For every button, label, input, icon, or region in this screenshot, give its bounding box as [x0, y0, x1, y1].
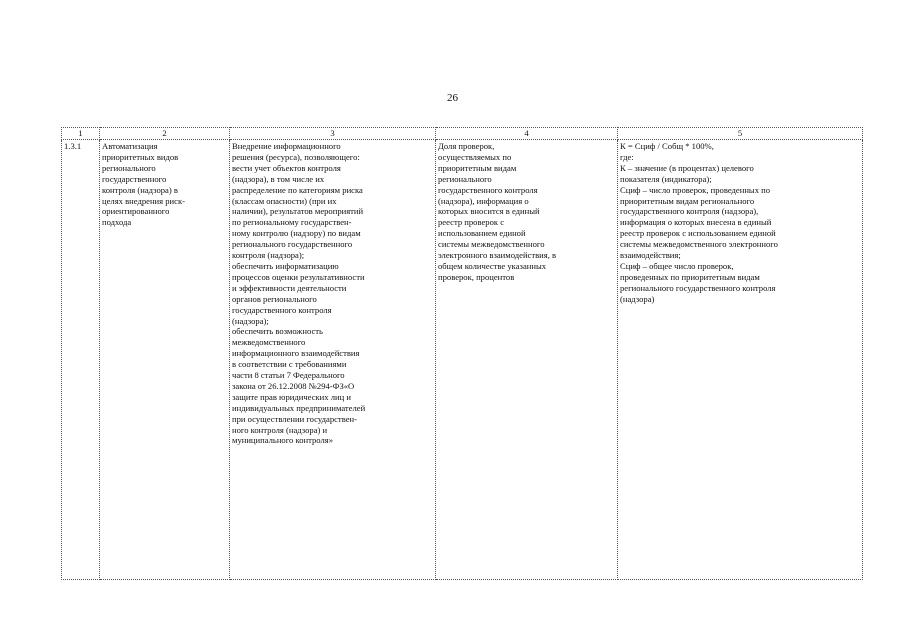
cell-text-line: К = Сциф / Собщ * 100%,	[620, 141, 714, 151]
cell-text-line: защите прав юридических лиц и	[232, 391, 351, 402]
cell-text-line: Автоматизация	[102, 141, 158, 151]
cell-text-line: приоритетным видам	[438, 162, 517, 173]
cell-text-line: системы межведомственного электронного	[620, 239, 778, 250]
cell-text-line: системы межведомственного	[438, 239, 545, 250]
cell-text-line: государственного	[102, 173, 167, 184]
cell-text-line: наличии), результатов мероприятий	[232, 206, 364, 217]
cell-text-line: ного контроля (надзора) и	[232, 424, 328, 435]
cell-text-line: регионального	[438, 173, 492, 184]
header-col-1: 1	[62, 128, 100, 140]
cell-text-line: (надзора), информация о	[438, 195, 529, 206]
cell-number	[62, 140, 100, 580]
cell-text-line: при осуществлении государствен-	[232, 413, 357, 424]
cell-text-line: информационного взаимодействия	[232, 348, 360, 359]
cell-text-line: по региональному государствен-	[232, 217, 352, 228]
cell-text-line: регионального государственного контроля	[620, 282, 776, 293]
header-col-5: 5	[618, 128, 863, 140]
header-col-4: 4	[436, 128, 618, 140]
cell-calculation-method	[618, 140, 863, 580]
cell-text-line: использованием единой	[438, 228, 526, 239]
header-col-2: 2	[100, 128, 230, 140]
cell-text-line: К – значение (в процентах) целевого	[620, 162, 754, 173]
cell-text-line: электронного взаимодействия, в	[438, 250, 557, 261]
cell-text-line: и эффективности деятельности	[232, 282, 347, 293]
cell-text-line: государственного контроля	[438, 184, 538, 195]
cell-text-line: контроля (надзора);	[232, 250, 305, 261]
cell-event-description	[230, 140, 436, 580]
cell-text-line: (надзора);	[232, 315, 269, 326]
cell-text-line: Доля проверок,	[438, 141, 495, 151]
cell-text-line: обеспечить возможность	[232, 326, 323, 337]
cell-text-line: решения (ресурса), позволяющего:	[232, 151, 360, 162]
cell-text-line: вести учет объектов контроля	[232, 162, 341, 173]
cell-text-line: (классам опасности) (при их	[232, 195, 337, 206]
cell-text-line: в соответствии с требованиями	[232, 359, 347, 370]
cell-text-line: закона от 26.12.2008 №294-ФЗ«О	[232, 380, 355, 391]
cell-text-line: где:	[620, 151, 634, 162]
cell-text-line: государственного контроля (надзора),	[620, 206, 759, 217]
cell-text-line: целях внедрения риск-	[102, 195, 185, 206]
cell-indicator-name	[436, 140, 618, 580]
cell-text-line: показателя (индикатора);	[620, 173, 712, 184]
cell-text-line: части 8 статьи 7 Федерального	[232, 370, 345, 381]
cell-text-line: приоритетных видов	[102, 151, 179, 162]
cell-text-line: (надзора)	[620, 293, 655, 304]
cell-task-name	[100, 140, 230, 580]
cell-text-line: межведомственного	[232, 337, 306, 348]
cell-text-line: (надзора), в том числе их	[232, 173, 325, 184]
cell-text-line: органов регионального	[232, 293, 317, 304]
cell-text-line: 1.3.1	[64, 141, 82, 151]
cell-text-line: осуществляемых по	[438, 151, 512, 162]
cell-text-line: регионального государственного	[232, 239, 353, 250]
cell-text-line: индивидуальных предпринимателей	[232, 402, 366, 413]
cell-text-line: регионального	[102, 162, 156, 173]
cell-text-line: подхода	[102, 217, 132, 228]
indicator-table-container	[61, 127, 862, 580]
cell-text-line: Внедрение информационного	[232, 141, 341, 151]
cell-text-line: которых вносится в единый	[438, 206, 540, 217]
header-col-3: 3	[230, 128, 436, 140]
page-number: 26	[447, 92, 458, 104]
cell-text-line: информация о которых внесена в единый	[620, 217, 772, 228]
indicator-table	[61, 127, 863, 580]
cell-text-line: приоритетным видам регионального	[620, 195, 755, 206]
cell-text-line: ному контролю (надзору) по видам	[232, 228, 361, 239]
cell-text-line: реестр проверок с	[438, 217, 505, 228]
cell-text-line: распределение по категориям риска	[232, 184, 363, 195]
cell-text-line: проведенных по приоритетным видам	[620, 271, 760, 282]
cell-text-line: взаимодействия;	[620, 250, 681, 261]
cell-text-line: процессов оценки результативности	[232, 271, 365, 282]
cell-text-line: государственного контроля	[232, 304, 332, 315]
cell-text-line: реестр проверок с использованием единой	[620, 228, 776, 239]
cell-text-line: ориентированного	[102, 206, 170, 217]
cell-text-line: обеспечить информатизацию	[232, 260, 339, 271]
table-header-row	[62, 128, 863, 140]
cell-text-line: Сциф – число проверок, проведенных по	[620, 184, 771, 195]
cell-text-line: контроля (надзора) в	[102, 184, 178, 195]
table-row	[62, 140, 863, 580]
cell-text-line: Сциф – общее число проверок,	[620, 260, 734, 271]
cell-text-line: проверок, процентов	[438, 271, 515, 282]
cell-text-line: общем количестве указанных	[438, 260, 547, 271]
cell-text-line: муниципального контроля»	[232, 435, 333, 446]
